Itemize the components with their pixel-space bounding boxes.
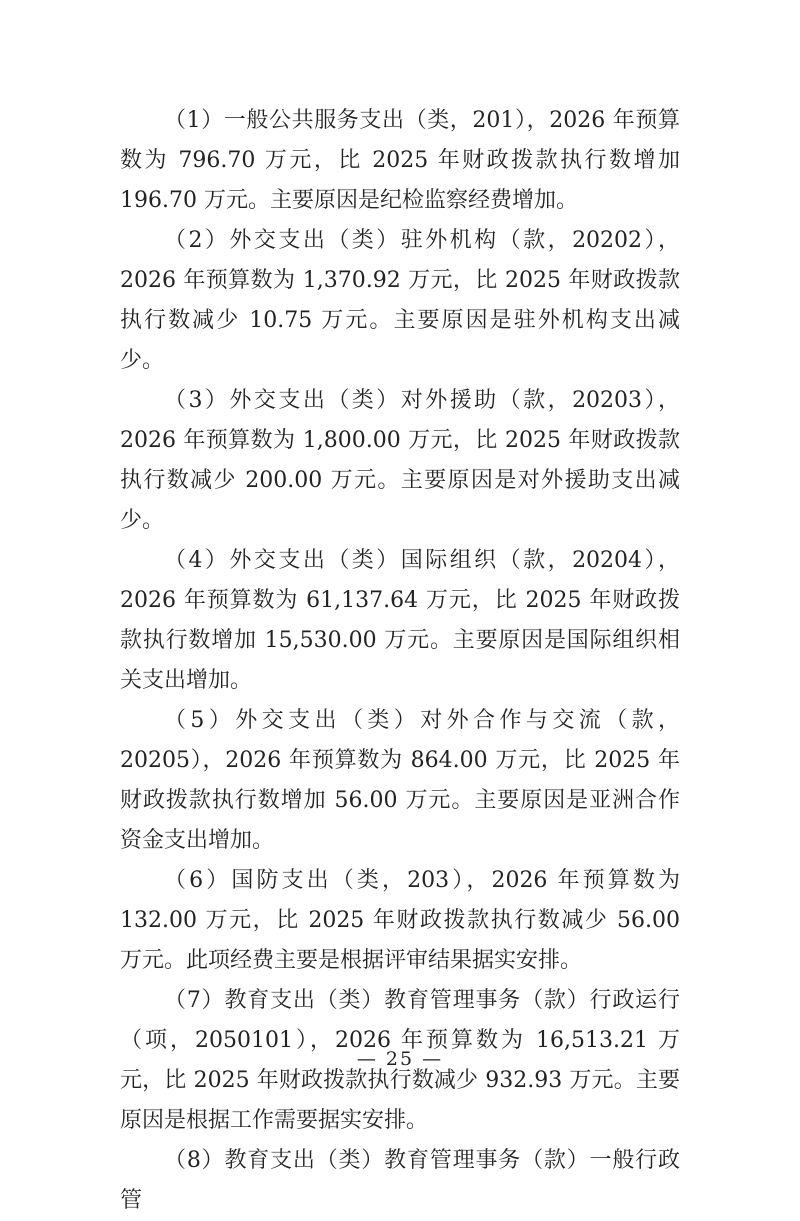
paragraph-6: （6）国防支出（类，203），2026 年预算数为 132.00 万元，比 2025 年财政拨款执行数减少 56.00 万元。此项经费主要是根据评审结果据实安排。	[120, 868, 680, 973]
paragraph-3: （3）外交支出（类）对外援助（款，20203），2026 年预算数为 1,800.00 万元，比 2025 年财政拨款执行数减少 200.00 万元。主要原因是对外援助支出减少。	[120, 388, 680, 533]
page-number: — 25 —	[356, 1048, 444, 1070]
paragraph-5: （5）外交支出（类）对外合作与交流（款，20205），2026 年预算数为 864.00 万元，比 2025 年财政拨款执行数增加 56.00 万元。主要原因是亚洲合作资金支出增加。	[120, 708, 680, 853]
paragraph-2: （2）外交支出（类）驻外机构（款，20202），2026 年预算数为 1,370.92 万元，比 2025 年财政拨款执行数减少 10.75 万元。主要原因是驻外机构支出减少。	[120, 228, 680, 373]
paragraph-1: （1）一般公共服务支出（类，201），2026 年预算数为 796.70 万元，比 2025 年财政拨款执行数增加 196.70 万元。主要原因是纪检监察经费增加。	[120, 108, 680, 213]
paragraph-7: （7）教育支出（类）教育管理事务（款）行政运行（项，2050101），2026 年预算数为 16,513.21 万元，比 2025 年财政拨款执行数减少 932.93 万元。主要原因是根据工作需要据实安排。	[120, 988, 680, 1133]
paragraph-8: （8）教育支出（类）教育管理事务（款）一般行政管	[120, 1148, 680, 1213]
page-footer	[0, 1046, 800, 1072]
paragraph-4: （4）外交支出（类）国际组织（款，20204），2026 年预算数为 61,137.64 万元，比 2025 年财政拨款执行数增加 15,530.00 万元。主要原因是国际组织相关支出增加。	[120, 548, 680, 693]
